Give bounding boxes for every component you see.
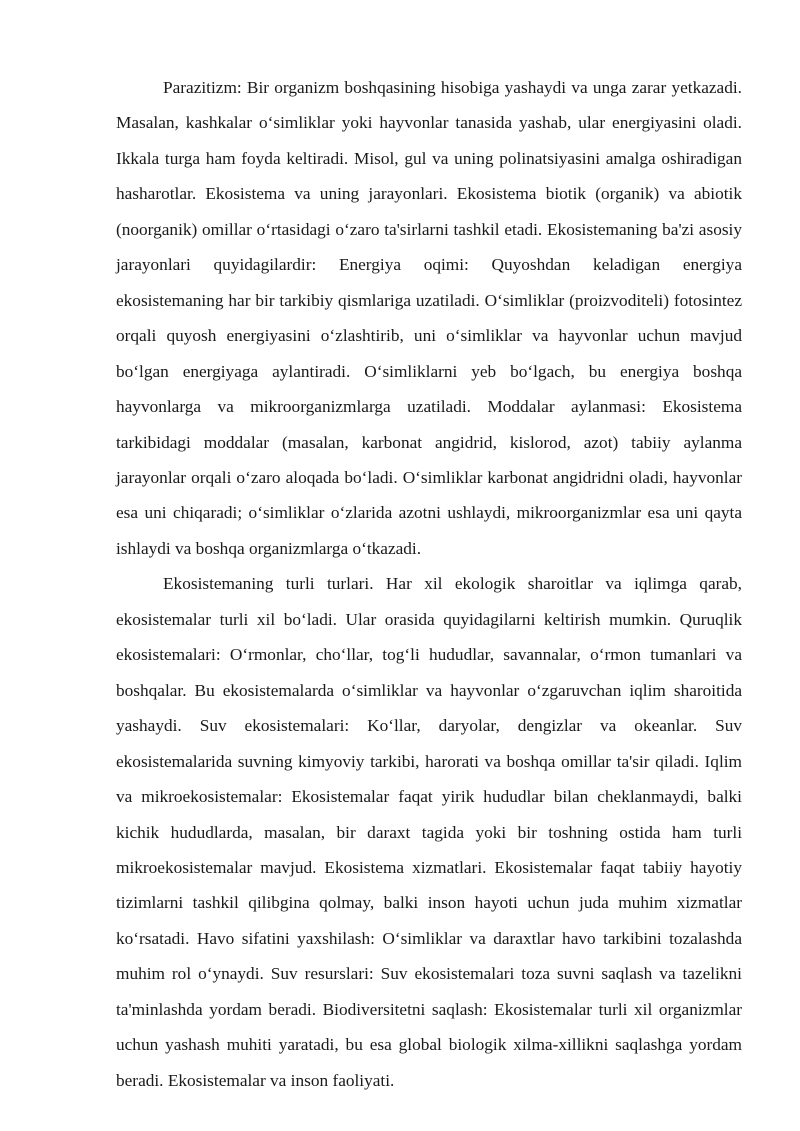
- body-text: [116, 70, 742, 1098]
- paragraph-ecosystem-types-and-services: Ekosistemaning turli turlari. Har xil ekologik sharoitlar va iqlimga qarab, ekosistemalar turli xil bo‘ladi. Ular orasida quyidagilarni keltirish mumkin. Quruqlik ekosistemalari: O‘rmonlar, cho‘llar, tog‘li hududlar, savannalar, o‘rmon tumanlari va boshqalar. Bu ekosistemalarda o‘simliklar va hayvonlar o‘zgaruvchan iqlim sharoitida yashaydi. Suv ekosistemalari: Ko‘llar, daryolar, dengizlar va okeanlar. Suv ekosistemalarida suvning kimyoviy tarkibi, harorati va boshqa omillar ta'sir qiladi. Iqlim va mikroekosistemalar: Ekosistemalar faqat yirik hududlar bilan cheklanmaydi, balki kichik hududlarda, masalan, bir daraxt tagida yoki bir toshning ostida ham turli mikroekosistemalar mavjud. Ekosistema xizmatlari. Ekosistemalar faqat tabiiy hayotiy tizimlarni tashkil qilibgina qolmay, balki inson hayoti uchun juda muhim xizmatlar ko‘rsatadi. Havo sifatini yaxshilash: O‘simliklar va daraxtlar havo tarkibini tozalashda muhim rol o‘ynaydi. Suv resurslari: Suv ekosistemalari toza suvni saqlash va tazelikni ta'minlashda yordam beradi. Biodiversitetni saqlash: Ekosistemalar turli xil organizmlar uchun yashash muhiti yaratadi, bu esa global biologik xilma-xillikni saqlashga yordam beradi. Ekosistemalar va inson faoliyati.: [116, 574, 742, 1090]
- paragraph-parasitism-and-processes: Parazitizm: Bir organizm boshqasining hisobiga yashaydi va unga zarar yetkazadi. Masalan, kashkalar o‘simliklar yoki hayvonlar tanasida yashab, ular energiyasini oladi. Ikkala turga ham foyda keltiradi. Misol, gul va uning polinatsiyasini amalga oshiradigan hasharotlar. Ekosistema va uning jarayonlari. Ekosistema biotik (organik) va abiotik (noorganik) omillar o‘rtasidagi o‘zaro ta'sirlarni tashkil etadi. Ekosistemaning ba'zi asosiy jarayonlari quyidagilardir: Energiya oqimi: Quyoshdan keladigan energiya ekosistemaning har bir tarkibiy qismlariga uzatiladi. O‘simliklar (proizvoditeli) fotosintez orqali quyosh energiyasini o‘zlashtirib, uni o‘simliklar va hayvonlar uchun mavjud bo‘lgan energiyaga aylantiradi. O‘simliklarni yeb bo‘lgach, bu energiya boshqa hayvonlarga va mikroorganizmlarga uzatiladi. Moddalar aylanmasi: Ekosistema tarkibidagi moddalar (masalan, karbonat angidrid, kislorod, azot) tabiiy aylanma jarayonlar orqali o‘zaro aloqada bo‘ladi. O‘simliklar karbonat angidridni oladi, hayvonlar esa uni chiqaradi; o‘simliklar o‘zlarida azotni ushlaydi, mikroorganizmlar esa uni qayta ishlaydi va boshqa organizmlarga o‘tkazadi.: [116, 78, 742, 558]
